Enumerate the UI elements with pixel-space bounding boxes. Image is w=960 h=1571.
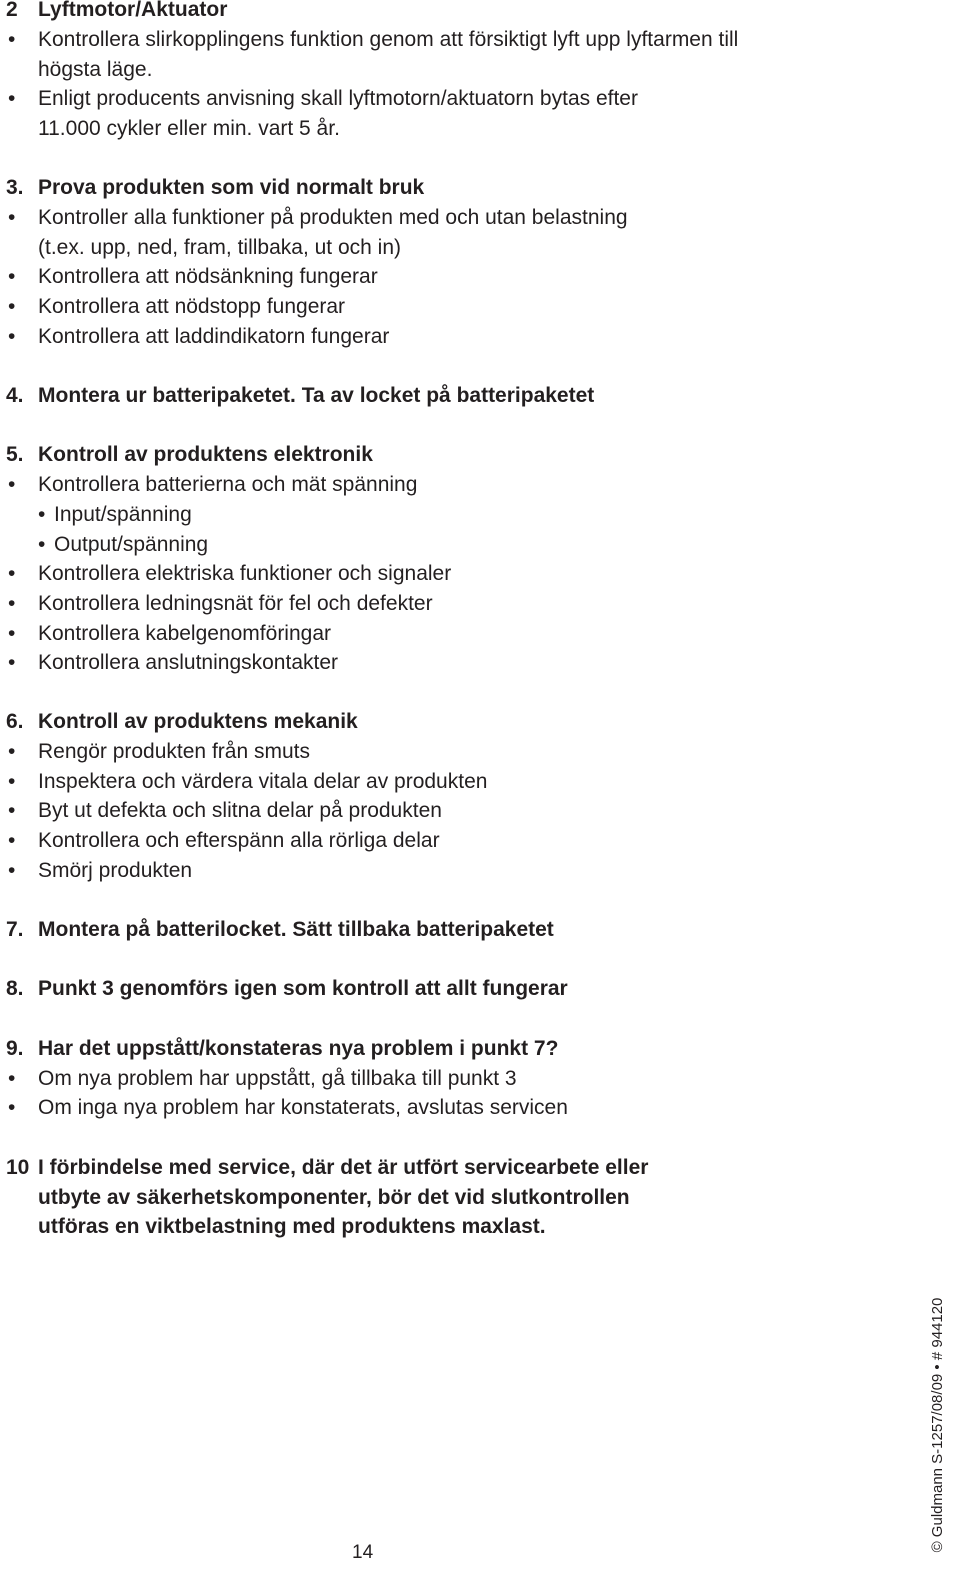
list-item-text: Byt ut defekta och slitna delar på produkten	[38, 799, 442, 822]
list-item	[0, 826, 900, 856]
section-title: Har det uppstått/konstateras nya problem i punkt 7?	[38, 1037, 559, 1060]
list-item	[0, 648, 900, 678]
bullet-icon: •	[38, 533, 46, 556]
list-item-text: 11.000 cykler eller min. vart 5 år.	[38, 117, 340, 140]
list-item	[0, 203, 900, 233]
list-item	[0, 25, 900, 55]
list-item	[0, 1093, 900, 1123]
list-item	[0, 262, 900, 292]
bullet-icon: •	[8, 592, 16, 615]
section-number: 2	[6, 0, 18, 21]
bullet-icon: •	[8, 829, 16, 852]
list-item-text: Om nya problem har uppstått, gå tillbaka till punkt 3	[38, 1067, 517, 1090]
list-item	[0, 1064, 900, 1094]
section-5-heading	[0, 440, 900, 470]
section-6-heading	[0, 707, 900, 737]
section-number: 10	[6, 1156, 30, 1179]
bullet-icon: •	[8, 325, 16, 348]
list-item-continuation	[0, 55, 900, 85]
list-item-continuation	[0, 114, 900, 144]
list-item-text: Inspektera och värdera vitala delar av produkten	[38, 770, 488, 793]
list-item-text: Kontrollera att laddindikatorn fungerar	[38, 325, 390, 348]
list-item	[0, 84, 900, 114]
section-number: 6.	[6, 710, 24, 733]
sub-list-item	[0, 500, 900, 530]
section-title: Montera på batterilocket. Sätt tillbaka batteripaketet	[38, 918, 554, 941]
section-title: Montera ur batteripaketet. Ta av locket på batteripaketet	[38, 384, 595, 407]
list-item-text: Kontrollera och efterspänn alla rörliga delar	[38, 829, 440, 852]
copyright-footer: © Guldmann S-1257/08/09 • # 944120	[929, 1297, 946, 1553]
section-2-heading	[0, 0, 900, 25]
list-item	[0, 767, 900, 797]
section-title: Lyftmotor/Aktuator	[38, 0, 228, 21]
section-title: Punkt 3 genomförs igen som kontroll att allt fungerar	[38, 977, 568, 1000]
page-number: 14	[352, 1542, 374, 1563]
sub-list-item	[0, 530, 900, 560]
bullet-icon: •	[8, 206, 16, 229]
section-title: utföras en viktbelastning med produktens maxlast.	[38, 1215, 546, 1238]
list-item-text: Om inga nya problem har konstaterats, avslutas servicen	[38, 1096, 568, 1119]
section-number: 8.	[6, 977, 24, 1000]
list-item	[0, 737, 900, 767]
section-title: utbyte av säkerhetskomponenter, bör det vid slutkontrollen	[38, 1186, 630, 1209]
list-item-text: Input/spänning	[54, 503, 192, 526]
bullet-icon: •	[8, 265, 16, 288]
list-item	[0, 470, 900, 500]
list-item	[0, 619, 900, 649]
list-item	[0, 589, 900, 619]
list-item	[0, 292, 900, 322]
list-item-text: Kontrollera slirkopplingens funktion genom att försiktigt lyft upp lyftarmen till	[38, 28, 739, 51]
section-4-heading	[0, 381, 900, 411]
footer-container	[916, 1280, 960, 1570]
list-item	[0, 856, 900, 886]
bullet-icon: •	[8, 770, 16, 793]
list-item-text: Enligt producents anvisning skall lyftmotorn/aktuatorn bytas efter	[38, 87, 638, 110]
section-8-heading	[0, 974, 900, 1004]
section-title: Kontroll av produktens elektronik	[38, 443, 373, 466]
bullet-icon: •	[8, 799, 16, 822]
section-number: 5.	[6, 443, 24, 466]
section-3-heading	[0, 173, 900, 203]
list-item-text: Kontrollera anslutningskontakter	[38, 651, 339, 674]
section-number: 9.	[6, 1037, 24, 1060]
bullet-icon: •	[8, 859, 16, 882]
bullet-icon: •	[8, 562, 16, 585]
bullet-icon: •	[8, 28, 16, 51]
section-10-line	[0, 1183, 900, 1213]
bullet-icon: •	[8, 740, 16, 763]
list-item-text: Kontroller alla funktioner på produkten med och utan belastning	[38, 206, 628, 229]
section-title: Kontroll av produktens mekanik	[38, 710, 358, 733]
bullet-icon: •	[8, 622, 16, 645]
section-number: 3.	[6, 176, 24, 199]
list-item-text: Kontrollera att nödstopp fungerar	[38, 295, 346, 318]
list-item-text: (t.ex. upp, ned, fram, tillbaka, ut och in)	[38, 236, 402, 259]
section-title: Prova produkten som vid normalt bruk	[38, 176, 425, 199]
list-item-text: Kontrollera batterierna och mät spänning	[38, 473, 418, 496]
section-number: 7.	[6, 918, 24, 941]
bullet-icon: •	[8, 295, 16, 318]
bullet-icon: •	[38, 503, 46, 526]
list-item-text: Kontrollera elektriska funktioner och signaler	[38, 562, 452, 585]
section-10-line	[0, 1212, 900, 1242]
section-title: I förbindelse med service, där det är utfört servicearbete eller	[38, 1156, 649, 1179]
section-9-heading	[0, 1034, 900, 1064]
list-item-text: Kontrollera ledningsnät för fel och defekter	[38, 592, 433, 615]
list-item-text: Rengör produkten från smuts	[38, 740, 310, 763]
list-item-text: Kontrollera att nödsänkning fungerar	[38, 265, 378, 288]
list-item	[0, 322, 900, 352]
list-item-text: Output/spänning	[54, 533, 209, 556]
bullet-icon: •	[8, 1096, 16, 1119]
bullet-icon: •	[8, 651, 16, 674]
list-item-text: Kontrollera kabelgenomföringar	[38, 622, 332, 645]
list-item	[0, 796, 900, 826]
list-item	[0, 559, 900, 589]
bullet-icon: •	[8, 473, 16, 496]
section-10-heading	[0, 1153, 900, 1183]
list-item-text: högsta läge.	[38, 58, 153, 81]
list-item-text: Smörj produkten	[38, 859, 193, 882]
list-item-continuation	[0, 233, 900, 263]
section-7-heading	[0, 915, 900, 945]
section-number: 4.	[6, 384, 24, 407]
bullet-icon: •	[8, 87, 16, 110]
bullet-icon: •	[8, 1067, 16, 1090]
